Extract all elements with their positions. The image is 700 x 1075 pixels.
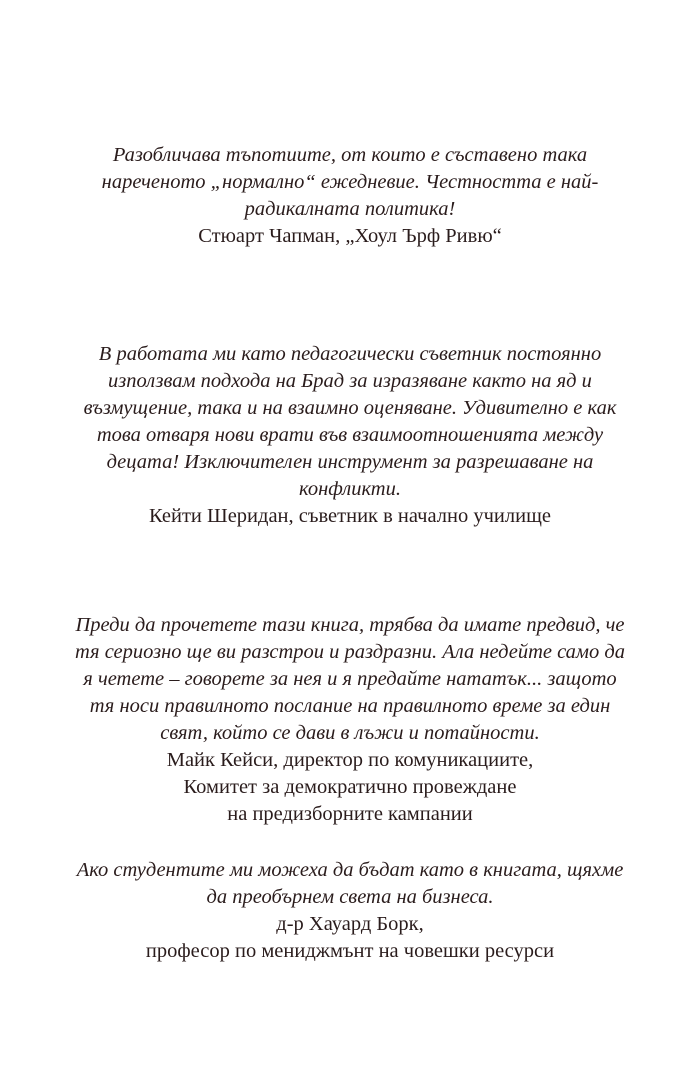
quote-line: използвам подхода на Брад за изразяване както на яд и bbox=[108, 370, 592, 392]
blurb-sheridan bbox=[40, 341, 660, 530]
quote-line: тя сериозно ще ви разстрои и раздразни. Ала недейте само да bbox=[74, 641, 626, 663]
attribution-line: Стюарт Чапман, „Хоул Ърф Ривю“ bbox=[198, 225, 502, 247]
attribution-line: Майк Кейси, директор по комуникациите, bbox=[166, 749, 534, 771]
quote-line: децата! Изключителен инструмент за разрешаване на bbox=[106, 451, 594, 473]
quote-line: я четете – говорете за нея и я предайте нататък... защото bbox=[83, 668, 617, 690]
blurb-bork bbox=[40, 857, 660, 965]
quote-line: тя носи правилното послание на правилното време за един bbox=[89, 695, 611, 717]
quote-line: Разобличава тъпотиите, от които е съставено така bbox=[112, 144, 588, 166]
attribution-line: професор по мениджмънт на човешки ресурси bbox=[145, 940, 555, 962]
attribution-line: на предизборните кампании bbox=[227, 803, 473, 825]
quote-line: конфликти. bbox=[299, 478, 401, 500]
quote-line: Преди да прочетете тази книга, трябва да имате предвид, че bbox=[75, 614, 625, 636]
quote-line: нареченото „нормално“ ежедневие. Честността е най- bbox=[101, 171, 599, 193]
quote-line: В работата ми като педагогически съветник постоянно bbox=[98, 343, 602, 365]
attribution-line: д-р Хауард Борк, bbox=[276, 913, 424, 935]
quote-line: радикалната политика! bbox=[244, 198, 456, 220]
quote-line: да преобърнем света на бизнеса. bbox=[206, 886, 494, 908]
quote-line: Ако студентите ми можеха да бъдат като в книгата, щяхме bbox=[76, 859, 624, 881]
quote-line: това отваря нови врати във взаимоотношенията между bbox=[96, 424, 604, 446]
blurb-casey bbox=[40, 612, 660, 828]
attribution-line: Кейти Шеридан, съветник в начално училище bbox=[149, 505, 551, 527]
attribution-line: Комитет за демократично провеждане bbox=[183, 776, 517, 798]
blurb-chapman bbox=[40, 142, 660, 250]
quote-line: свят, който се дави в лъжи и потайности. bbox=[160, 722, 540, 744]
quote-line: възмущение, така и на взаимно оценяване. Удивително е как bbox=[83, 397, 617, 419]
